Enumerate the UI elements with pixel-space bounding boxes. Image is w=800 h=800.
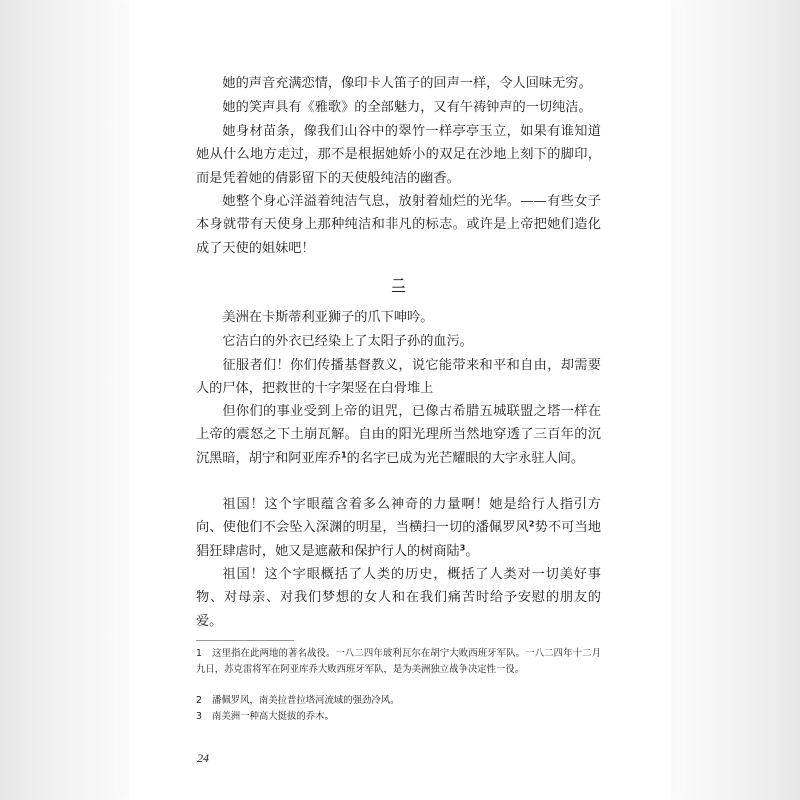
footnote-3-text: 南美洲一种高大挺拔的乔木。 xyxy=(212,711,334,722)
homeland-text-b: 势不可当地猖狂肆虐时，她又是遮蔽和保护行人的树商陆 xyxy=(196,520,602,559)
section-heading xyxy=(196,275,601,295)
homeland-text-a: 祖国！这个字眼蕴含着多么神奇的力量啊！她是给行人指引方向、使他们不会坠入深渊的明星，当横扫一切的潘佩罗风 xyxy=(196,497,601,536)
paragraph-voice: 她的声音充满恋情，像印卡人笛子的回声一样，令人回味无穷。 xyxy=(222,76,592,91)
footnote-2-text: 潘佩罗风，南美拉普拉塔河流域的强劲冷风。 xyxy=(212,695,400,706)
footnote-ref-3: 3 xyxy=(459,543,466,553)
page-number: 24 xyxy=(197,751,209,765)
paragraph-curse xyxy=(196,400,601,470)
footnote-1-number: 1 xyxy=(196,648,202,659)
curse-text-a: 但你们的事业受到上帝的诅咒，已像古希腊五城联盟之塔一样在上帝的震怒之下土崩瓦解。自由的阳光理所当然地穿透了三百年的沉沉黑暗，胡宁和阿亚库乔 xyxy=(196,404,601,466)
paragraph-purity: 她整个身心洋溢着纯洁气息，放射着灿烂的光华。——有些女子本身就带有天使身上那种纯洁和非凡的标志。或许是上帝把她们造化成了天使的姐妹吧！ xyxy=(196,194,601,256)
paragraph-white-robe: 它洁白的外衣已经染上了太阳子孙的血污。 xyxy=(222,334,473,349)
homeland-text-c: 。 xyxy=(465,543,479,559)
paragraph-laughter: 她的笑声具有《雅歌》的全部魅力，又有午祷钟声的一切纯洁。 xyxy=(222,100,592,115)
paragraph-figure: 她身材苗条，像我们山谷中的翠竹一样亭亭玉立，如果有谁知道她从什么地方走过，那不是根据她娇小的双足在沙地上刻下的脚印，而是凭着她的倩影留下的天使般纯洁的幽香。 xyxy=(196,124,601,186)
footnote-ref-1: 1 xyxy=(341,450,347,460)
footnote-1 xyxy=(196,646,601,677)
footnote-divider xyxy=(196,640,294,641)
paragraph-homeland-power xyxy=(196,493,601,563)
footnote-2-number: 2 xyxy=(196,695,202,706)
section-heading-text: 二 xyxy=(391,277,406,292)
curse-text-b: 的名字已成为光芒耀眼的大字永驻人间。 xyxy=(346,450,585,466)
paragraph-homeland-history: 祖国！这个字眼概括了人类的历史，概括了人类对一切美好事物、对母亲、对我们梦想的女人和在我们痛苦时给予安慰的朋友的爱。 xyxy=(196,567,601,629)
footnote-3-number: 3 xyxy=(196,711,202,722)
footnote-1-text: 这里指在此两地的著名战役。一八二四年玻利瓦尔在胡宁大败西班牙军队。一八二四年十二月九日，苏克雷将军在阿亚库乔大败西班牙军队，是为美洲独立战争决定性一役。 xyxy=(196,648,601,675)
footnote-3 xyxy=(196,709,601,725)
book-page xyxy=(129,0,671,800)
footnote-ref-2: 2 xyxy=(528,520,535,530)
paragraph-america: 美洲在卡斯蒂利亚狮子的爪下呻吟。 xyxy=(222,310,434,325)
footnote-2 xyxy=(196,693,601,709)
paragraph-conquerors: 征服者们！你们传播基督教义，说它能带来和平和自由，却需要人的尸体，把救世的十字架竖在白骨堆上 xyxy=(196,358,601,397)
